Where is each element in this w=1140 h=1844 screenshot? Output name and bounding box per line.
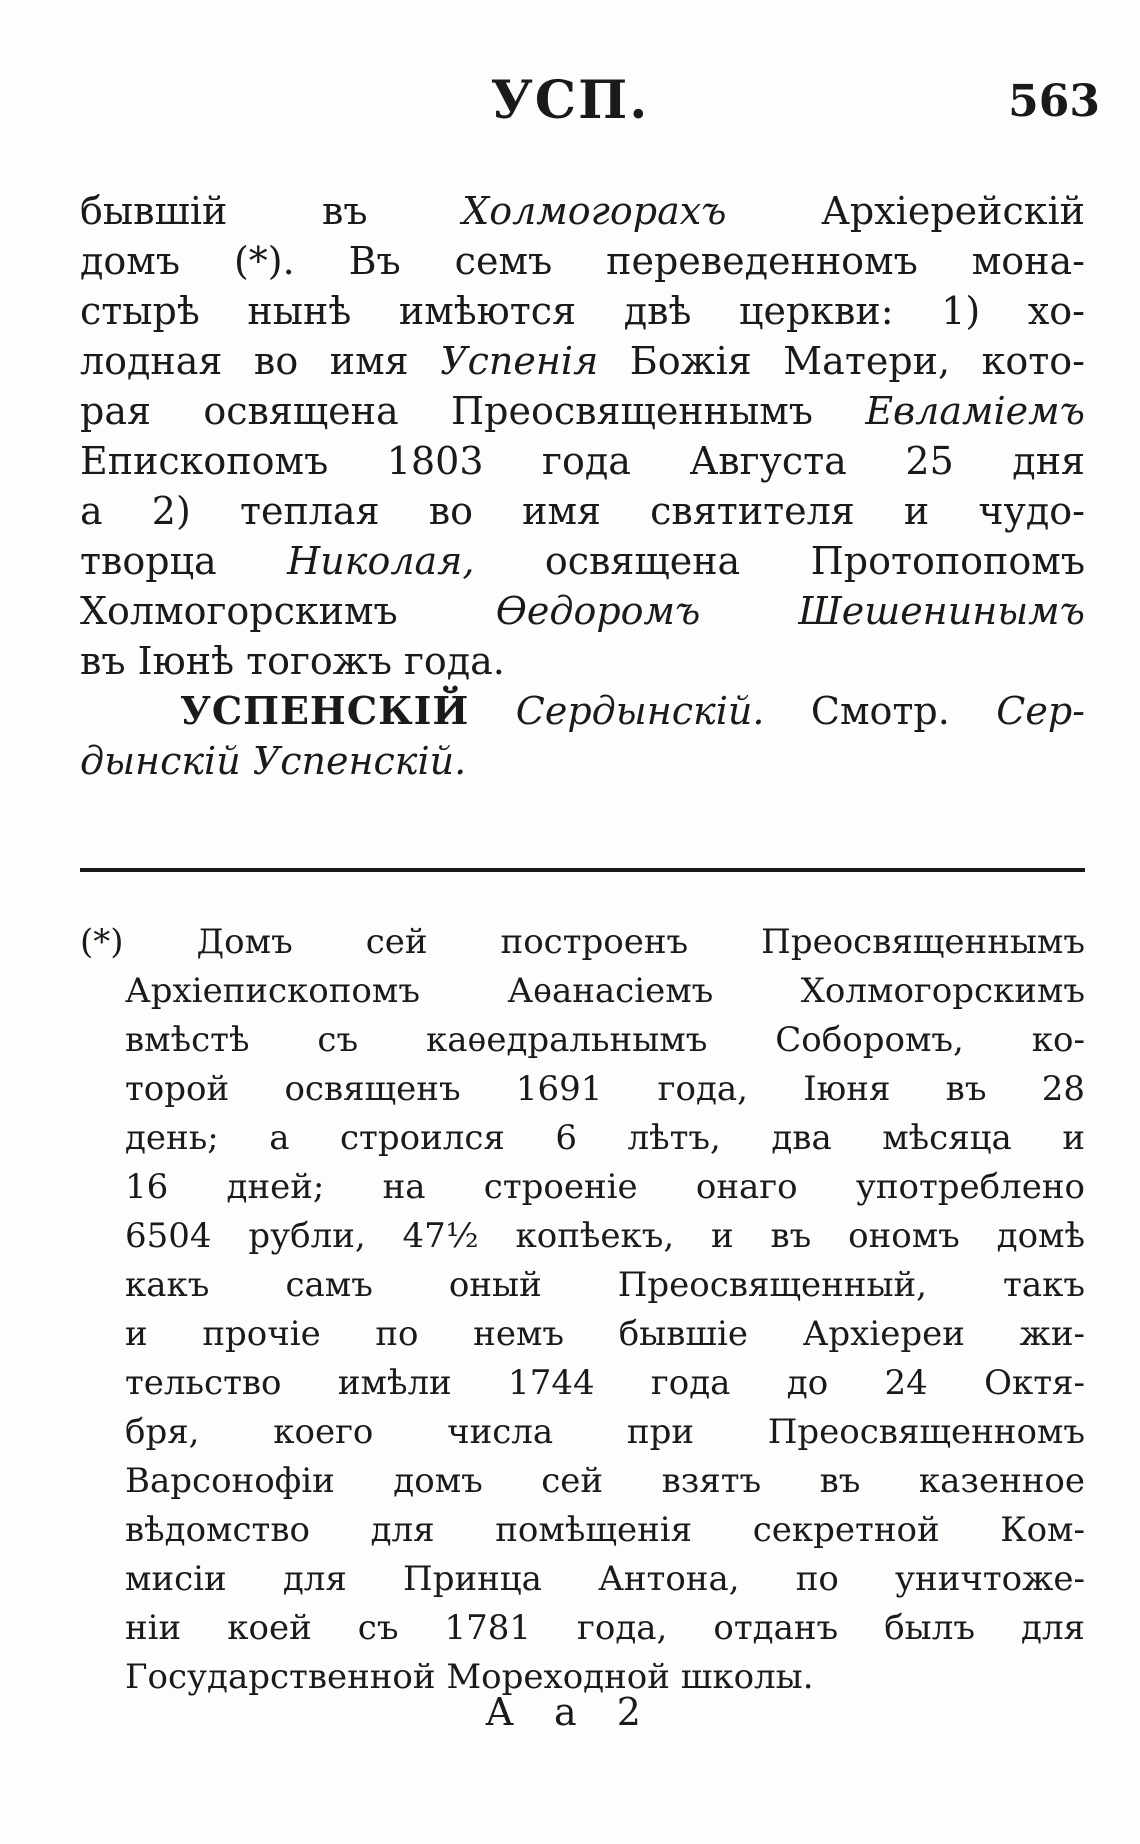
text-line: творца Николая, освящена Протопопомъ [80,539,1085,583]
footnote-line: Архіепископомъ Аѳанасіемъ Холмогорскимъ [125,971,1085,1011]
footnote-line: какъ самъ оный Преосвященный, такъ [125,1265,1085,1305]
text-line: лодная во имя Успенія Божія Матери, кото- [80,339,1085,383]
footnote-line: и прочіе по немъ бывшіе Архіереи жи- [125,1314,1085,1354]
footnote-line: мисіи для Принца Антона, по уничтоже- [125,1559,1085,1599]
footnote-line: вмѣстѣ съ каѳедральнымъ Соборомъ, ко- [125,1020,1085,1060]
text-line: домъ (*). Въ семъ переведенномъ мона- [80,239,1085,283]
text-line: бывшій въ Холмогорахъ Архіерейскій [80,189,1085,233]
page-number: 563 [1008,76,1100,127]
entry-usensky: УСПЕНСКІЙ Сердынскій. Смотр. Сер- [180,688,1085,733]
text-line: рая освящена Преосвященнымъ Евламіемъ [80,389,1085,433]
page-header [0,70,1140,150]
footnote-line: торой освященъ 1691 года, Іюня въ 28 [125,1069,1085,1109]
footnote-line: 16 дней; на строеніе онаго употреблено [125,1167,1085,1207]
footnote-divider [80,868,1085,872]
text-line: стырѣ нынѣ имѣются двѣ церкви: 1) хо- [80,289,1085,333]
footnote-line: (*) Домъ сей построенъ Преосвященнымъ [80,922,1085,962]
text-line: въ Іюнѣ тогожъ года. [80,639,505,683]
signature-mark: А а 2 [485,1690,655,1734]
running-head: УСП. [490,70,650,131]
text-line: а 2) теплая во имя святителя и чудо- [80,489,1085,533]
text-line: Холмогорскимъ Ѳедоромъ Шешенинымъ [80,589,1086,633]
footnote-line: бря, коего числа при Преосвященномъ [125,1412,1085,1452]
footnote-line: тельство имѣли 1744 года до 24 Октя- [125,1363,1085,1403]
main-text [80,186,1085,786]
footnote [80,918,1085,1702]
footnote-line: Государственной Мореходной школы. [125,1657,814,1697]
text-line: Епископомъ 1803 года Августа 25 дня [80,439,1085,483]
footnote-line: ніи коей съ 1781 года, отданъ былъ для [125,1608,1085,1648]
text-line: дынскій Успенскій. [80,739,467,783]
entry-headword: УСПЕНСКІЙ [180,688,470,733]
footnote-line: день; а строился 6 лѣтъ, два мѣсяца и [125,1118,1085,1158]
footnote-line: Варсонофіи домъ сей взятъ въ казенное [125,1461,1085,1501]
footnote-line: 6504 рубли, 47½ копѣекъ, и въ ономъ домѣ [125,1216,1085,1256]
footnote-line: вѣдомство для помѣщенія секретной Ком- [125,1510,1085,1550]
